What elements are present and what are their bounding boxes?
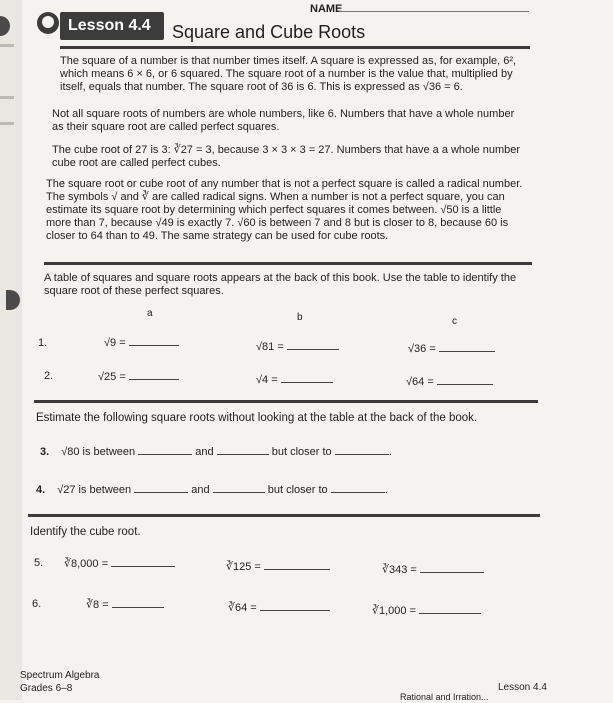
answer-blank[interactable] [112,597,164,608]
column-b-header: b [297,312,303,323]
footer-lesson: Lesson 4.4 [498,682,547,693]
problem-6-number: 6. [32,598,42,610]
page-title: Square and Cube Roots [172,22,366,42]
intro-paragraph-3: The cube root of 27 is 3: ∛27 = 3, because 3 × 3 × 3 = 27. Numbers that have a a whole number cube root are called perfect cubes. [52,144,521,169]
answer-blank[interactable] [287,339,339,350]
problem-2b: √4 = [256,372,333,386]
problem-1b: √81 = [256,339,339,353]
lesson-dot-icon [37,12,59,34]
column-a-header: a [147,308,153,319]
section-rule [34,400,538,403]
footer-subtitle: Rational and Irration... [400,692,489,702]
name-field[interactable] [339,11,529,12]
binding-margin [0,0,22,700]
answer-blank[interactable] [420,562,484,573]
problem-2a: √25 = [98,369,179,383]
answer-blank[interactable] [217,444,269,455]
answer-blank[interactable] [134,482,188,493]
section-rule [28,514,540,517]
answer-blank[interactable] [129,335,179,346]
problem-6b: ∛64 = [228,600,330,614]
problem-5c: ∛343 = [382,562,484,576]
name-label: NAME [310,3,343,15]
problem-4: 4. √27 is between and but closer to . [36,484,388,496]
problem-2-number: 2. [44,370,54,382]
problem-6c: ∛1,000 = [372,603,481,617]
intro-paragraph-2: Not all square roots of numbers are whole numbers, like 6. Numbers that have a whole number as their square root are called perfect squares. [52,108,515,133]
problem-1-number: 1. [38,337,48,349]
answer-blank[interactable] [437,374,493,385]
lesson-badge: Lesson 4.4 [68,17,151,34]
problem-1a: √9 = [104,335,179,349]
section-rule [44,262,532,265]
column-c-header: c [452,316,457,327]
section3-instructions: Identify the cube root. [30,526,141,538]
answer-blank[interactable] [439,341,495,352]
problem-5a: ∛8,000 = [64,556,175,570]
answer-blank[interactable] [260,600,330,611]
problem-5b: ∛125 = [226,559,330,573]
problem-3: 3. √80 is between and but closer to . [40,446,392,458]
answer-blank[interactable] [129,369,179,380]
answer-blank[interactable] [213,482,265,493]
problem-2c: √64 = [406,374,493,388]
footer-publisher: Spectrum Algebra [20,670,100,681]
answer-blank[interactable] [111,556,175,567]
section2-instructions: Estimate the following square roots without looking at the table at the back of the book. [36,412,478,424]
answer-blank[interactable] [331,482,385,493]
answer-blank[interactable] [264,559,330,570]
answer-blank[interactable] [281,372,333,383]
problem-1c: √36 = [408,341,495,355]
margin-tab [0,122,14,125]
answer-blank[interactable] [335,444,389,455]
intro-paragraph-4: The square root or cube root of any number that is not a perfect square is called a radical number. The symbols √ and ∛ are called radical signs. When a number is not a perfect square, you can estimate its square root by determining which perfect squares it comes between. √50 is a little more than 7, because √49 is exactly 7. √60 is between 7 and 8 but is closer to 8, because 60 is closer to 64 than to 49. The same strategy can be used for cube roots. [46,178,523,242]
margin-tab [0,96,14,99]
intro-paragraph-1: The square of a number is that number times itself. A square is expressed as, for example, 6², which means 6 × 6, or 6 squared. The square root of a number is the value that, multiplied by itself, equals that number. The square root of 36 is 6. This is expressed as √36 = 6. [60,55,517,93]
problem-5-number: 5. [34,557,44,569]
title-rule [60,46,530,49]
section1-instructions: A table of squares and square roots appears at the back of this book. Use the table to identify the square root of these perfect squares. [44,272,517,297]
footer-grades: Grades 6–8 [20,683,73,694]
margin-tab [0,44,14,47]
answer-blank[interactable] [138,444,192,455]
problem-6a: ∛8 = [86,597,164,611]
answer-blank[interactable] [419,603,481,614]
